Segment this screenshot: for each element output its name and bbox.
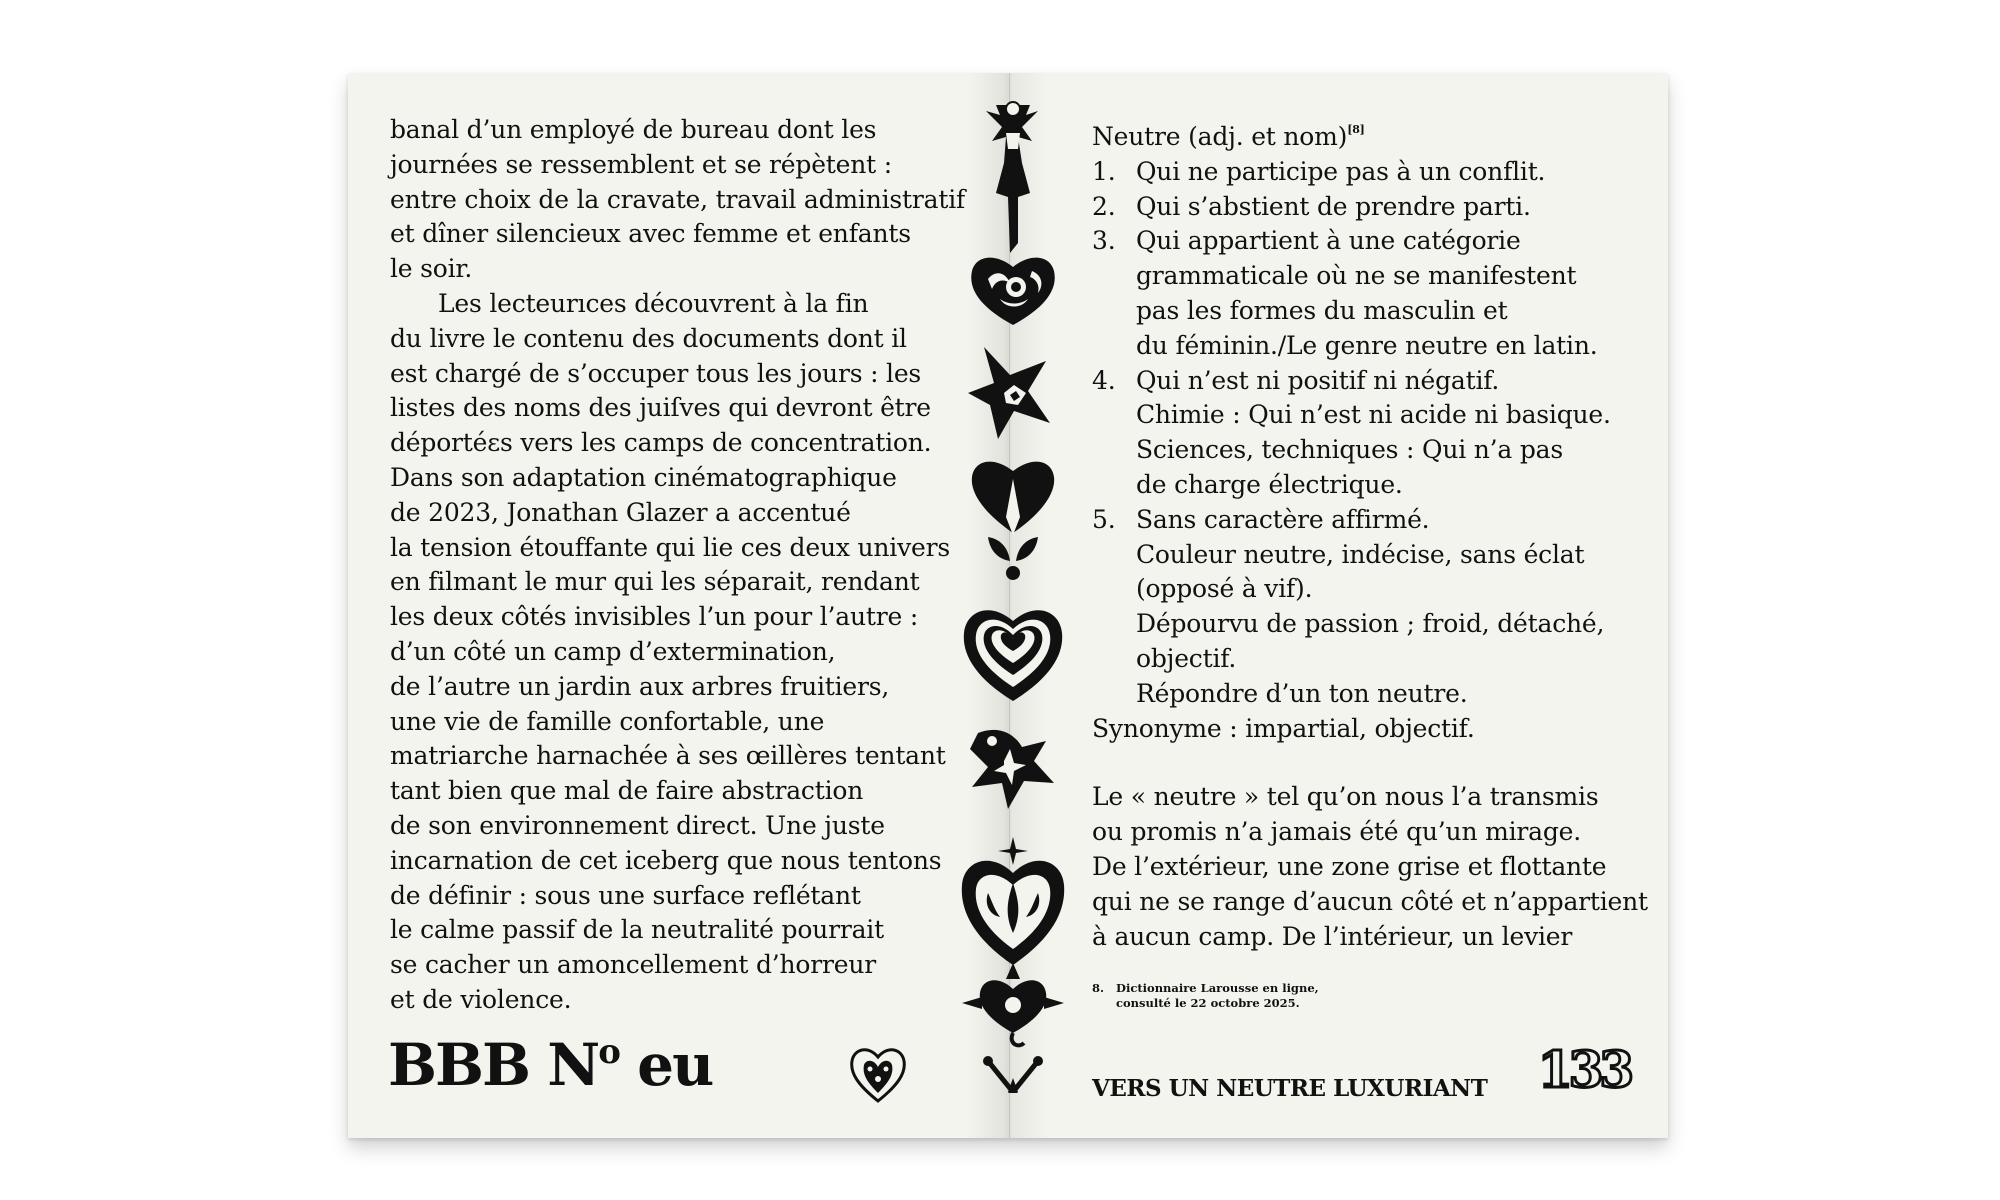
text-line: qui ne se range d’aucun côté et n’appartient: [1092, 886, 1648, 916]
issue-title-sup: o: [598, 1032, 619, 1072]
left-page-body: [390, 113, 966, 1018]
text-line: la tension étouffante qui lie ces deux univers: [390, 532, 951, 562]
page-number: 133: [1537, 1040, 1631, 1099]
text-line: De l’extérieur, une zone grise et flottante: [1092, 851, 1607, 881]
definition-line: (opposé à vif).: [1136, 574, 1313, 604]
definition-line: grammaticale où ne se manifestent: [1136, 261, 1577, 291]
text-line: et de violence.: [390, 984, 572, 1014]
right-page-body: [1092, 113, 1652, 954]
definition-line: Couleur neutre, indécise, sans éclat: [1136, 539, 1585, 569]
definition-item: [1092, 190, 1652, 225]
footnote-line: Dictionnaire Larousse en ligne,: [1116, 981, 1319, 995]
text-line: Dans son adaptation cinématographique: [390, 462, 897, 492]
star-swirl-icon: [968, 347, 1050, 439]
definition-line: Dépourvu de passion ; froid, détaché,: [1136, 609, 1605, 639]
definition-item: [1092, 364, 1652, 503]
ornament-column: [948, 93, 1078, 1093]
text-line: de 2023, Jonathan Glazer a accentué: [390, 497, 851, 527]
text-line: de définir : sous une surface reflétant: [390, 880, 861, 910]
footnote-number: 8.: [1092, 981, 1105, 995]
issue-title: [388, 1031, 713, 1099]
small-heart-icon: [848, 1041, 908, 1105]
text-line: une vie de famille confortable, une: [390, 706, 825, 736]
text-line: banal d’un employé de bureau dont les: [390, 115, 877, 144]
text-line: Le « neutre » tel qu’on nous l’a transmis: [1092, 782, 1599, 812]
definition-item: [1092, 503, 1652, 712]
definition-item: [1092, 155, 1652, 190]
definition-line: du féminin./Le genre neutre en latin.: [1136, 330, 1598, 360]
definition-number: 2.: [1092, 191, 1116, 221]
paragraph-gap: [1092, 746, 1652, 780]
concentric-heart-icon: [964, 610, 1062, 701]
definition-line: Qui n’est ni positif ni négatif.: [1136, 365, 1500, 395]
text-line: du livre le contenu des documents dont il: [390, 323, 907, 353]
definition-line: objectif.: [1136, 643, 1237, 673]
ornate-heart-icon: [962, 837, 1064, 965]
text-line: listes des noms des juiſves qui devront être: [390, 393, 931, 423]
text-line: est chargé de s’occuper tous les jours : les: [390, 358, 922, 388]
text-line: journées se ressemblent et se répètent :: [390, 149, 892, 179]
text-line: déportéεs vers les camps de concentration.: [390, 428, 932, 458]
definition-number: 1.: [1092, 156, 1116, 186]
text-line: entre choix de la cravate, travail administratif: [390, 184, 966, 214]
definition-item: [1092, 224, 1652, 363]
entry-heading: [1092, 113, 1652, 155]
definition-number: 3.: [1092, 226, 1116, 256]
text-line: ou promis n’a jamais été qu’un mirage.: [1092, 817, 1582, 847]
text-line: à aucun camp. De l’intérieur, un levier: [1092, 921, 1573, 951]
issue-title-main: BBB N: [388, 1031, 599, 1099]
definition-number: 5.: [1092, 504, 1116, 534]
definition-line: Répondre d’un ton neutre.: [1136, 678, 1468, 708]
definition-line: pas les formes du masculin et: [1136, 295, 1508, 325]
definition-line: Qui appartient à une catégorie: [1136, 226, 1521, 256]
text-line: le calme passif de la neutralité pourrait: [390, 915, 884, 945]
footnote-line: consulté le 22 octobre 2025.: [1116, 996, 1300, 1010]
heart-cross-icon: [983, 1056, 1043, 1093]
text-line: Les lecteurıces découvrent à la fin: [438, 288, 869, 318]
running-title: VERS UN NEUTRE LUXURIANT: [1092, 1075, 1488, 1102]
entry-heading-text: Neutre (adj. et nom): [1092, 122, 1348, 151]
text-line: matriarche harnachée à ses œillères tentant: [390, 741, 946, 771]
figure-icon: [986, 102, 1038, 253]
footnote-ref: [8]: [1347, 123, 1365, 136]
text-line: en filmant le mur qui les séparait, rendant: [390, 567, 920, 597]
fleur-heart-icon: [972, 462, 1054, 580]
text-line: de son environnement direct. Une juste: [390, 810, 885, 840]
text-line: et dîner silencieux avec femme et enfants: [390, 219, 911, 249]
definition-line: Sciences, techniques : Qui n’a pas: [1136, 435, 1564, 465]
definition-line: Qui s’abstient de prendre parti.: [1136, 191, 1531, 221]
definition-line: Chimie : Qui n’est ni acide ni basique.: [1136, 400, 1611, 430]
definition-number: 4.: [1092, 365, 1116, 395]
heart-compass-icon: [962, 963, 1064, 1045]
footnote: [1092, 981, 1392, 1011]
text-line: incarnation de cet iceberg que nous tentons: [390, 845, 942, 875]
text-line: de l’autre un jardin aux arbres fruitiers,: [390, 671, 890, 701]
book-spread: [348, 73, 1668, 1138]
text-line: d’un côté un camp d’extermination,: [390, 636, 836, 666]
text-line: tant bien que mal de faire abstraction: [390, 776, 864, 806]
rose-heart-icon: [971, 258, 1054, 325]
definition-line: Sans caractère affirmé.: [1136, 504, 1430, 534]
definition-line: Qui ne participe pas à un conflit.: [1136, 156, 1546, 186]
star-cluster-icon: [970, 730, 1054, 809]
definition-line: de charge électrique.: [1136, 469, 1403, 499]
text-line: les deux côtés invisibles l’un pour l’autre :: [390, 602, 919, 632]
text-line: se cacher un amoncellement d’horreur: [390, 950, 877, 980]
text-line: le soir.: [390, 254, 473, 284]
issue-title-suffix: eu: [618, 1031, 713, 1099]
synonyms-line: Synonyme : impartial, objectif.: [1092, 713, 1475, 743]
